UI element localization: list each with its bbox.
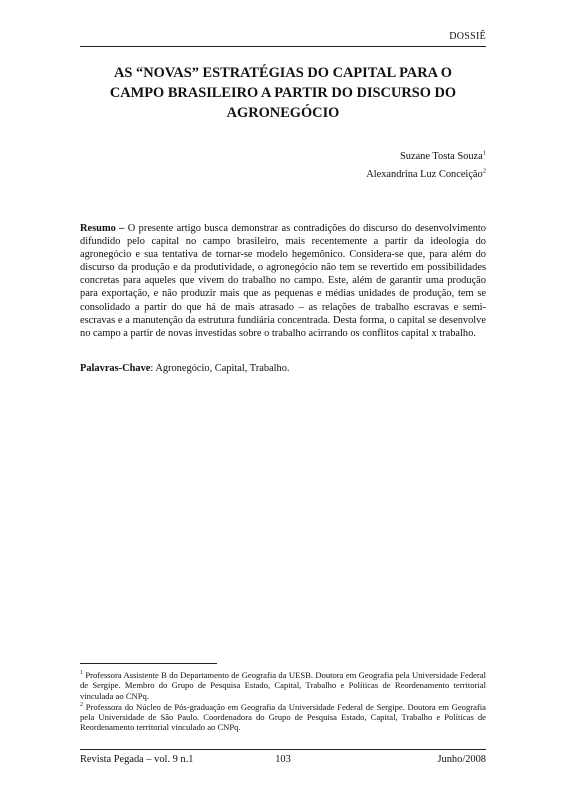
footnote-number: 1 <box>80 670 83 677</box>
abstract-label: Resumo – <box>80 223 125 234</box>
footnote-text: Professora Assistente B do Departamento de Geografia da UESB. Doutora em Geografia pela Universidade Federal de Sergipe. Membro do Grupo de Pesquisa Estado, Capital, Trabalho e Políticas de Reordenamento territorial vinculada ao CNPq. <box>80 670 486 701</box>
footnote <box>80 702 486 733</box>
title-line: CAMPO BRASILEIRO A PARTIR DO DISCURSO DO <box>109 85 457 101</box>
author-line <box>366 166 486 184</box>
author-name: Suzane Tosta Souza <box>399 151 483 162</box>
keywords-label: Palavras-Chave <box>80 363 151 374</box>
keywords-text: : Agronegócio, Capital, Trabalho. <box>150 363 290 374</box>
footnote-mark: 1 <box>482 149 486 157</box>
footnote-number: 2 <box>80 702 83 709</box>
article-title <box>80 63 486 123</box>
title-line: AGRONEGÓCIO <box>226 105 340 121</box>
author-line <box>366 148 486 166</box>
page-number: 103 <box>275 754 291 765</box>
section-label: DOSSIÊ <box>449 31 486 42</box>
issue-date: Junho/2008 <box>437 754 486 765</box>
author-name: Alexandrina Luz Conceição <box>366 169 483 180</box>
footer-rule <box>80 749 486 750</box>
keywords <box>80 362 486 375</box>
header-rule <box>80 46 486 47</box>
footnote-text: Professora do Núcleo de Pós-graduação em Geografia da Universidade Federal de Sergipe. Doutora em Geografia pela Universidade de São Paulo. Coordenadora do Grupo de Pesquisa Estado, Capital, Trabalho e Políticas de Reordenamento territorial vinculado ao CNPq. <box>80 701 486 733</box>
title-line: AS “NOVAS” ESTRATÉGIAS DO CAPITAL PARA O <box>114 65 452 81</box>
footnote-rule <box>80 663 217 664</box>
abstract-text: O presente artigo busca demonstrar as contradições do discurso do desenvolvimento difundido pelo capital no campo brasileiro, mais recentemente a partir da ideologia do agronegócio e sua tentativa de tornar-se modelo hegemônico. Considera-se que, para além do discurso da produção e da produtividade, o agronegócio não tem se revertido em possibilidades concretas para aqueles que vivem do trabalho no campo. Este, além de garantir uma produção para exportação, e não produzir mais que as pequenas e médias unidades de produção, tem se consolidado a partir do que há de mais atrasado – as relações de trabalho escravas e semi-escravas e a manutenção da estrutura fundiária concentrada. Desta forma, o capital se desenvolve no campo a partir de novas investidas sobre o trabalho acirrando os conflitos capital x trabalho. <box>80 223 486 339</box>
page-footer <box>80 754 486 765</box>
journal-name: Revista Pegada – vol. 9 n.1 <box>80 754 194 765</box>
footnote-mark: 2 <box>482 167 486 175</box>
abstract <box>80 222 486 340</box>
footnotes <box>80 670 486 734</box>
author-list <box>366 148 486 184</box>
footnote <box>80 670 486 701</box>
